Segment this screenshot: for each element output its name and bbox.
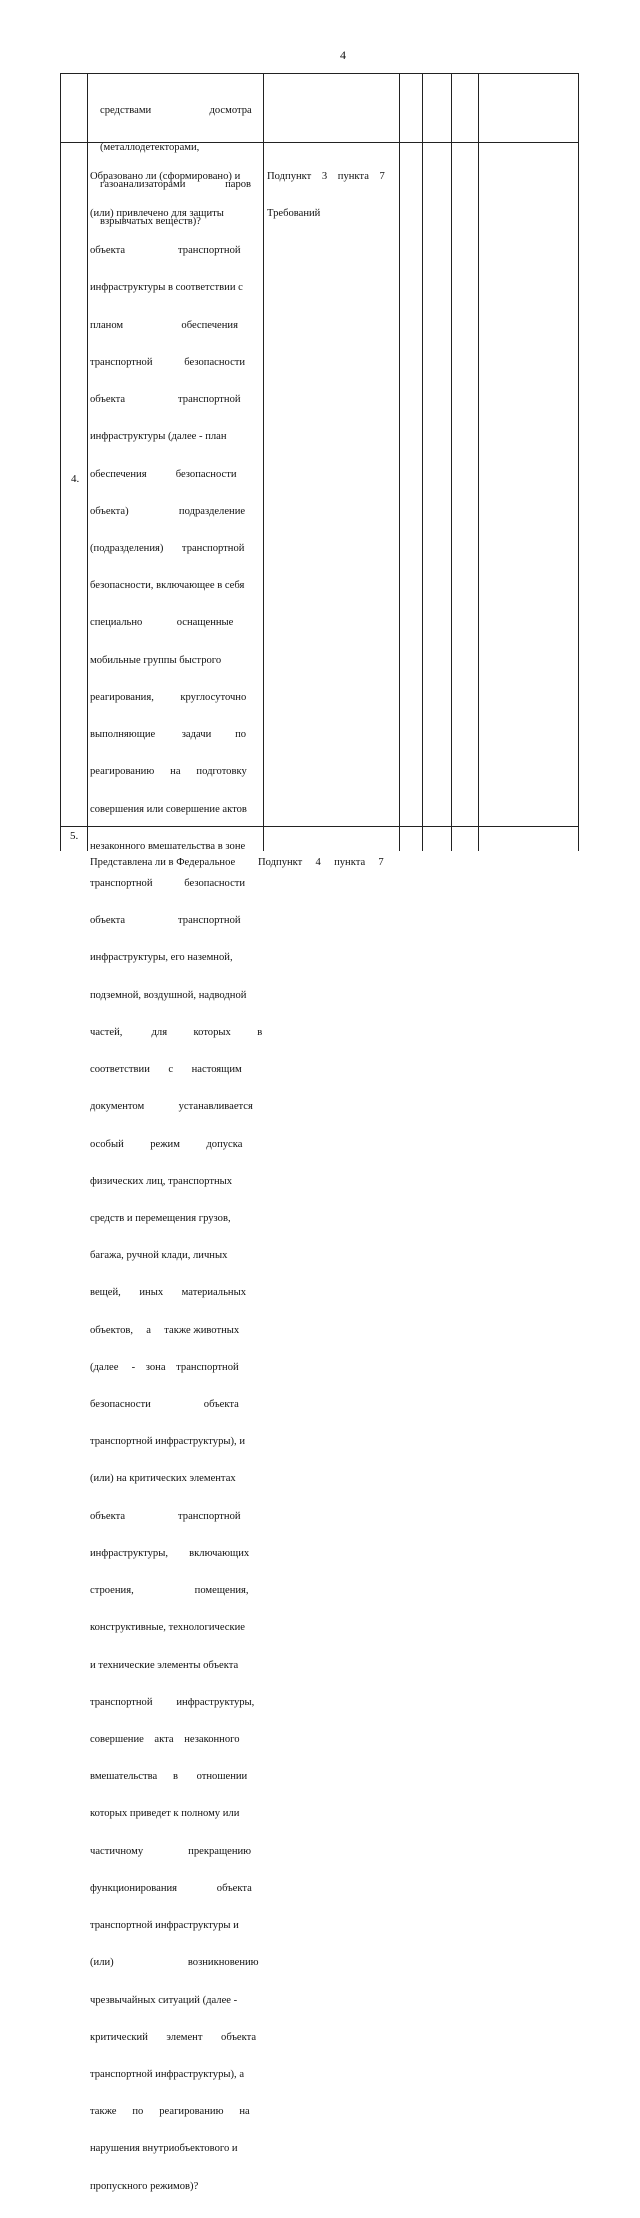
question-line: (подразделения) транспортной [90,543,245,554]
question-line: выполняющие задачи по [90,729,247,741]
question-line: которых приведет к полному или [90,1808,240,1820]
question-line: газоанализаторами паров [100,179,252,191]
question-line: пропускного режимов)? [90,2180,199,2192]
question-line: транспортной безопасности [90,356,246,368]
question-line: средствами досмотра [100,104,252,116]
question-line: багажа, ручной клади, личных [90,1250,228,1262]
question-line: нарушения внутриобъектового и [90,2143,238,2155]
question-line: безопасности объекта [90,1399,239,1411]
question-line: объекта транспортной [90,394,241,406]
question-line: совершение акта незаконного [90,1734,240,1745]
reference-line: Подпункт 3 пункта 7 [267,170,385,182]
question-line: функционирования объекта [90,1882,252,1894]
column-divider-mark-4 [478,73,479,851]
question-line: (металлодетекторами, [100,142,200,154]
question-line: соответствии с настоящим [90,1064,242,1076]
question-line: инфраструктуры, его наземной, [90,952,233,964]
column-divider-question [87,73,88,851]
question-line: строения, помещения, [90,1585,249,1597]
question-line: безопасности, включающее в себя [90,580,245,592]
question-line: специально оснащенные [90,617,234,629]
question-line: взрывчатых веществ)? [100,216,201,228]
question-line: частей, для которых в [90,1026,263,1038]
question-line: особый режим допуска [90,1138,243,1150]
question-line: чрезвычайных ситуаций (далее - [90,1994,238,2006]
question-line: инфраструктуры в соответствии с [90,282,243,294]
question-line: также по реагированию на [90,2106,250,2118]
question-line: объектов, а также животных [90,1324,240,1336]
question-line: Представлена ли в Федеральное [90,856,236,868]
question-line: реагирования, круглосуточно [90,691,247,703]
question-line: и технические элементы объекта [90,1659,239,1671]
question-line: транспортной безопасности [90,877,246,889]
question-line: объекта транспортной [90,915,241,927]
question-line: инфраструктуры, включающих [90,1547,250,1559]
page-number: 4 [340,48,346,62]
table-border-right [578,73,579,851]
reference-cell-text [267,146,385,245]
reference-cell-text [258,832,384,894]
question-line: обеспечения безопасности [90,468,237,480]
question-cell-text [90,146,262,2218]
question-line: физических лиц, транспортных [90,1175,233,1187]
question-line: вещей, иных материальных [90,1287,247,1299]
question-cell-text [90,832,235,894]
reference-line: Подпункт 4 пункта 7 [258,856,384,868]
question-line: транспортной инфраструктуры, [90,1696,255,1708]
question-line: транспортной инфраструктуры), и [90,1436,245,1448]
question-line: мобильные группы быстрого [90,654,222,666]
column-divider-mark-2 [422,73,423,851]
question-line: планом обеспечения [90,319,238,331]
question-line: совершения или совершение актов [90,803,247,815]
question-line: реагированию на подготовку [90,766,247,778]
question-line: (далее - зона транспортной [90,1361,239,1373]
table-border-left [60,73,61,851]
question-line: Образовано ли (сформировано) и [90,170,241,182]
column-divider-mark-1 [399,73,400,851]
question-line: (или) на критических элементах [90,1473,236,1485]
question-line: незаконного вмешательства в зоне [90,840,246,852]
question-line: объекта) подразделение [90,505,246,517]
question-line: вмешательства в отношении [90,1771,248,1783]
row-number: 5. [70,830,79,842]
question-line: (или) привлечено для защиты [90,208,224,220]
question-line: (или) возникновению [90,1957,259,1969]
question-line: документом устанавливается [90,1101,253,1113]
question-line: объекта транспортной [90,1510,241,1522]
column-divider-mark-3 [451,73,452,851]
question-line: объекта транспортной [90,245,241,257]
question-line: подземной, воздушной, надводной [90,989,247,1001]
question-line: инфраструктуры (далее - план [90,431,227,443]
question-line: транспортной инфраструктуры и [90,1920,239,1932]
row-number: 4. [71,473,80,485]
question-line: частичному прекращению [90,1845,252,1857]
question-line: критический элемент объекта [90,2031,257,2043]
question-line: средств и перемещения грузов, [90,1212,231,1224]
column-divider-reference [263,73,264,851]
question-line: транспортной инфраструктуры), а [90,2068,245,2080]
table-border-top [60,73,579,74]
reference-line: Требований [267,208,321,220]
question-line: конструктивные, технологические [90,1622,246,1634]
